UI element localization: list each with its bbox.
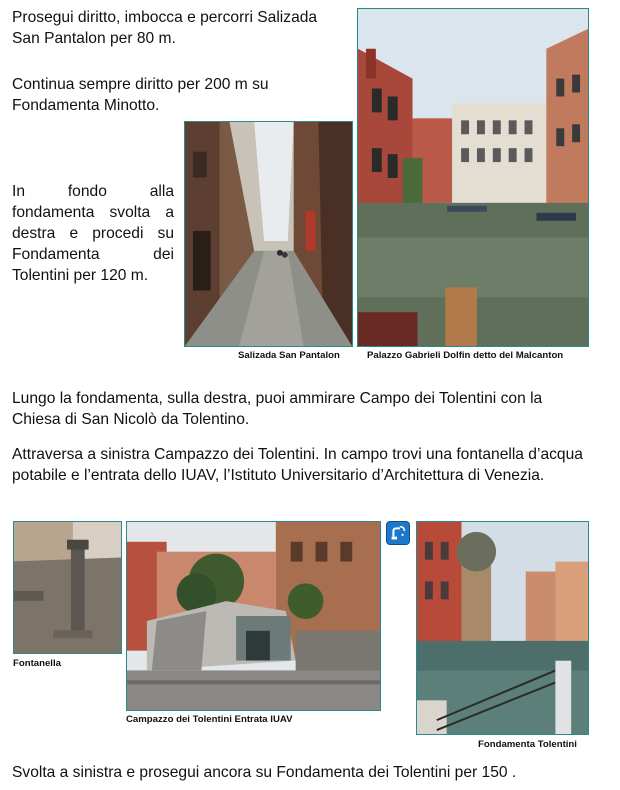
caption-palazzo-gabrieli-dolfin-text: Palazzo Gabrieli Dolfin detto del Malcanton xyxy=(367,350,564,361)
caption-fontanella-text: Fontanella xyxy=(13,658,61,669)
paragraph-salizada-text: Prosegui diritto, imbocca e percorri Salizada San Pantalon per 80 m. xyxy=(12,9,318,47)
photo-campazzo-tolentini-iuav xyxy=(126,521,381,711)
paragraph-svolta-sinistra-text: Svolta a sinistra e prosegui ancora su Fondamenta dei Tolentini per 150 . xyxy=(12,764,517,781)
paragraph-campo-tolentini-text: Lungo la fondamenta, sulla destra, puoi ammirare Campo dei Tolentini con la Chiesa di San Nicolò da Tolentino. xyxy=(12,390,543,428)
paragraph-campazzo xyxy=(12,444,590,486)
caption-campazzo-tolentini-iuav-text: Campazzo dei Tolentini Entrata IUAV xyxy=(126,714,293,725)
photo-palazzo-gabrieli-dolfin xyxy=(357,8,589,347)
paragraph-tolentini-turn-text: In fondo alla fondamenta svolta a destra e procedi su Fondamenta dei Tolentini per 120 m. xyxy=(12,183,174,284)
photo-salizada-san-pantalon xyxy=(184,121,353,347)
caption-salizada-san-pantalon-text: Salizada San Pantalon xyxy=(238,350,340,361)
paragraph-tolentini-turn xyxy=(12,181,174,286)
caption-fontanella xyxy=(13,658,61,670)
paragraph-minotto-text: Continua sempre diritto per 200 m su Fondamenta Minotto. xyxy=(12,76,269,114)
caption-fondamenta-tolentini-text: Fondamenta Tolentini xyxy=(478,739,577,750)
paragraph-minotto xyxy=(12,74,349,116)
paragraph-campazzo-text: Attraversa a sinistra Campazzo dei Tolentini. In campo trovi una fontanella d’acqua potabile e l’entrata dello IUAV, l’Istituto Universitario d’Architettura di Venezia. xyxy=(12,446,583,484)
caption-fondamenta-tolentini xyxy=(478,739,577,751)
paragraph-svolta-sinistra xyxy=(12,762,612,783)
caption-palazzo-gabrieli-dolfin xyxy=(367,350,563,362)
photo-fontanella xyxy=(13,521,122,654)
photo-fondamenta-tolentini xyxy=(416,521,589,735)
caption-campazzo-tolentini-iuav xyxy=(126,714,292,726)
paragraph-salizada xyxy=(12,7,349,49)
drinking-fountain-icon xyxy=(386,521,410,545)
paragraph-campo-tolentini xyxy=(12,388,590,430)
caption-salizada-san-pantalon xyxy=(238,350,340,362)
